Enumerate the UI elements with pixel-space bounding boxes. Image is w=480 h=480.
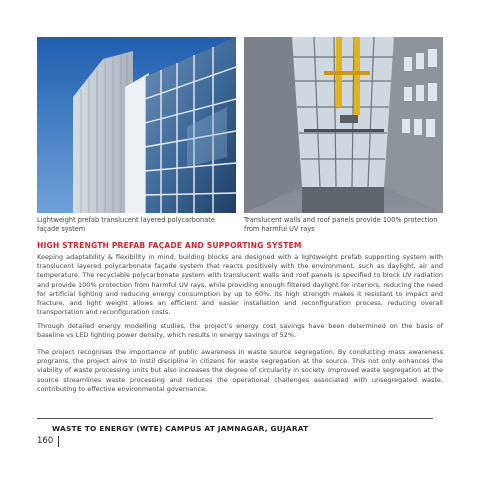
body-paragraph: The project recognises the importance of public awareness in waste source segregation. By conducting mass awareness programs, the project aims to instil discipline in citizens for waste segregation at the source. This not only enhances the viability of waste processing units but also increases the degree of circularity in society. Improved waste segregation at the source streamlines waste processing and reduces the operational challenges associated with unsegregated waste, contributing to effective environmental governance. — [37, 348, 443, 393]
interior-hall-photo — [244, 37, 443, 213]
page-number-separator — [58, 436, 59, 447]
footer-title: WASTE TO ENERGY (WTE) CAMPUS AT JAMNAGAR, GUJARAT — [52, 424, 309, 433]
page-number: 160 — [37, 436, 54, 446]
body-paragraph: Through detailed energy modelling studies, the project’s energy cost savings have been determined on the basis of baseline vs LED lighting power density, which results in energy savings of 52%. — [37, 322, 443, 340]
interior-hall-image — [244, 37, 443, 213]
facade-exterior-photo — [37, 37, 236, 213]
left-photo-caption: Lightweight prefab translucent layered polycarbonate façade system — [37, 216, 215, 233]
footer-divider — [37, 418, 433, 419]
section-heading: HIGH STRENGTH PREFAB FAÇADE AND SUPPORTING SYSTEM — [37, 241, 302, 250]
body-paragraph: Keeping adaptability & flexibility in mind, building blocks are designed with a lightweight prefab supporting system with translucent layered polycarbonate façade system that reacts positively with the environment, such as daylight, air and temperature. The recyclable polycarbonate system with translucent walls and roof panels is specified to block UV radiation and provide 100% protection from harmful UV rays, while providing enough filtered daylight for interiors, reducing the need for artificial lighting and reducing energy consumption by up to 60%. Its high strength makes it resistant to impact and fracture, and light weight allows an efficient and easier installation and reconfiguration process, reducing overall transportation and reconfiguration costs. — [37, 253, 443, 317]
right-photo-caption: Translucent walls and roof panels provide 100% protection from harmful UV rays — [244, 216, 438, 233]
facade-exterior-image — [37, 37, 236, 213]
